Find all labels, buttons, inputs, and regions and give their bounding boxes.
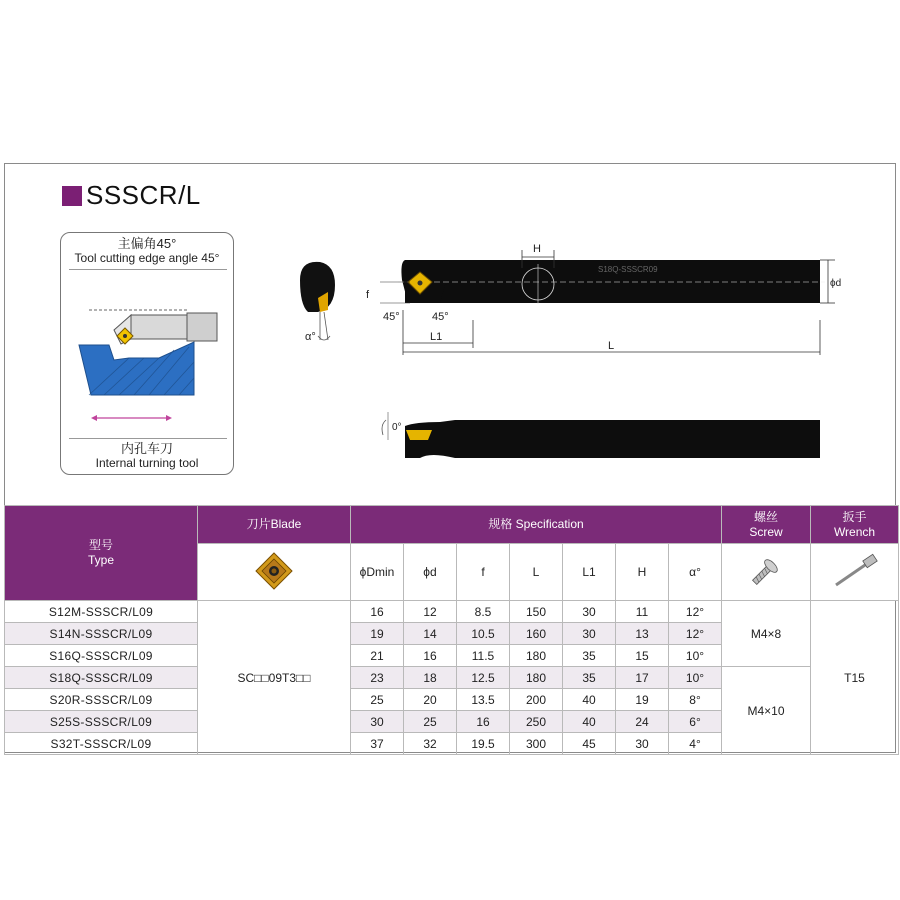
dmin-cell: 25 bbox=[351, 689, 404, 711]
model-cell: S25S-SSSCR/L09 bbox=[5, 711, 198, 733]
H-cell: 11 bbox=[616, 601, 669, 623]
boring-illustration bbox=[69, 269, 227, 439]
blade-image-cell bbox=[198, 544, 351, 601]
L-cell: 300 bbox=[510, 733, 563, 755]
tool-drawing-svg bbox=[280, 240, 840, 480]
l1-label: L1 bbox=[430, 331, 443, 343]
angle-label-a: 45° bbox=[383, 311, 400, 323]
L1-cell: 30 bbox=[563, 601, 616, 623]
d-cell: 12 bbox=[404, 601, 457, 623]
d-label: ϕd bbox=[830, 278, 842, 289]
table-row bbox=[5, 667, 899, 689]
f-cell: 16 bbox=[457, 711, 510, 733]
info-box bbox=[60, 232, 234, 475]
screw-header-en: Screw bbox=[749, 524, 783, 539]
spec-table bbox=[4, 505, 899, 755]
screw-image-cell bbox=[722, 544, 811, 601]
table-row bbox=[5, 601, 899, 623]
screw-header bbox=[722, 506, 811, 544]
H-cell: 17 bbox=[616, 667, 669, 689]
spec-header: 规格 Specification bbox=[351, 506, 722, 544]
cutting-angle-cn: 主偏角45° bbox=[117, 236, 177, 251]
f-cell: 8.5 bbox=[457, 601, 510, 623]
L1-cell: 35 bbox=[563, 667, 616, 689]
model-cell: S18Q-SSSCR/L09 bbox=[5, 667, 198, 689]
d-cell: 14 bbox=[404, 623, 457, 645]
wrench-image-cell bbox=[811, 544, 899, 601]
page-title: SSSCR/L bbox=[86, 180, 201, 210]
h-label: H bbox=[533, 243, 541, 255]
L1-cell: 40 bbox=[563, 711, 616, 733]
wrench-header-cn: 扳手 bbox=[842, 509, 867, 524]
alpha-cell: 10° bbox=[669, 667, 722, 689]
L-cell: 160 bbox=[510, 623, 563, 645]
alpha-cell: 8° bbox=[669, 689, 722, 711]
H-cell: 19 bbox=[616, 689, 669, 711]
tool-type-en: Internal turning tool bbox=[95, 456, 199, 470]
L-cell: 250 bbox=[510, 711, 563, 733]
H-cell: 24 bbox=[616, 711, 669, 733]
L1-cell: 40 bbox=[563, 689, 616, 711]
d-cell: 20 bbox=[404, 689, 457, 711]
model-cell: S20R-SSSCR/L09 bbox=[5, 689, 198, 711]
alpha-cell: 6° bbox=[669, 711, 722, 733]
d-cell: 16 bbox=[404, 645, 457, 667]
dmin-cell: 19 bbox=[351, 623, 404, 645]
L1-cell: 35 bbox=[563, 645, 616, 667]
col-dmin: ϕDmin bbox=[351, 544, 404, 601]
tool-drawing bbox=[280, 240, 840, 480]
alpha-label: α° bbox=[305, 331, 316, 343]
alpha-cell: 12° bbox=[669, 601, 722, 623]
info-bottom bbox=[61, 442, 233, 470]
col-alpha: α° bbox=[669, 544, 722, 601]
screw-cell-b: M4×10 bbox=[722, 667, 811, 755]
screw-header-cn: 螺丝 bbox=[754, 509, 779, 524]
wrench-header-en: Wrench bbox=[833, 524, 876, 539]
screw-icon bbox=[746, 551, 786, 591]
alpha-cell: 12° bbox=[669, 623, 722, 645]
blade-header: 刀片Blade bbox=[198, 506, 351, 544]
H-cell: 13 bbox=[616, 623, 669, 645]
f-label: f bbox=[366, 289, 370, 301]
title-marker bbox=[62, 186, 82, 206]
d-cell: 25 bbox=[404, 711, 457, 733]
d-cell: 18 bbox=[404, 667, 457, 689]
H-cell: 15 bbox=[616, 645, 669, 667]
col-H: H bbox=[616, 544, 669, 601]
insert-icon bbox=[254, 551, 294, 591]
wrench-icon bbox=[830, 551, 880, 591]
dmin-cell: 23 bbox=[351, 667, 404, 689]
blade-code-cell: SC□□09T3□□ bbox=[198, 601, 351, 755]
model-cell: S32T-SSSCR/L09 bbox=[5, 733, 198, 755]
col-d: ϕd bbox=[404, 544, 457, 601]
dmin-cell: 16 bbox=[351, 601, 404, 623]
f-cell: 11.5 bbox=[457, 645, 510, 667]
model-cell: S14N-SSSCR/L09 bbox=[5, 623, 198, 645]
dmin-cell: 30 bbox=[351, 711, 404, 733]
L-cell: 180 bbox=[510, 667, 563, 689]
f-cell: 10.5 bbox=[457, 623, 510, 645]
L1-cell: 45 bbox=[563, 733, 616, 755]
bar-marking: S18Q-SSSCR09 bbox=[598, 265, 658, 274]
title-block bbox=[62, 180, 201, 211]
model-cell: S16Q-SSSCR/L09 bbox=[5, 645, 198, 667]
l-label: L bbox=[608, 340, 615, 352]
f-cell: 12.5 bbox=[457, 667, 510, 689]
f-cell: 13.5 bbox=[457, 689, 510, 711]
type-header bbox=[5, 506, 198, 601]
L-cell: 150 bbox=[510, 601, 563, 623]
info-top bbox=[61, 237, 233, 265]
L-cell: 200 bbox=[510, 689, 563, 711]
L-cell: 180 bbox=[510, 645, 563, 667]
zero-angle-label: 0° bbox=[392, 422, 402, 433]
d-cell: 32 bbox=[404, 733, 457, 755]
dmin-cell: 37 bbox=[351, 733, 404, 755]
model-cell: S12M-SSSCR/L09 bbox=[5, 601, 198, 623]
screw-cell-a: M4×8 bbox=[722, 601, 811, 667]
col-L: L bbox=[510, 544, 563, 601]
col-L1: L1 bbox=[563, 544, 616, 601]
H-cell: 30 bbox=[616, 733, 669, 755]
boring-illustration-svg bbox=[69, 270, 227, 438]
alpha-cell: 4° bbox=[669, 733, 722, 755]
cutting-angle-en: Tool cutting edge angle 45° bbox=[74, 251, 220, 265]
wrench-cell: T15 bbox=[811, 601, 899, 755]
alpha-cell: 10° bbox=[669, 645, 722, 667]
type-header-cn: 型号 bbox=[88, 538, 113, 552]
tool-type-cn: 内孔车刀 bbox=[120, 441, 173, 456]
L1-cell: 30 bbox=[563, 623, 616, 645]
f-cell: 19.5 bbox=[457, 733, 510, 755]
col-f: f bbox=[457, 544, 510, 601]
angle-label-b: 45° bbox=[432, 311, 449, 323]
wrench-header bbox=[811, 506, 899, 544]
dmin-cell: 21 bbox=[351, 645, 404, 667]
type-header-en: Type bbox=[87, 553, 114, 567]
